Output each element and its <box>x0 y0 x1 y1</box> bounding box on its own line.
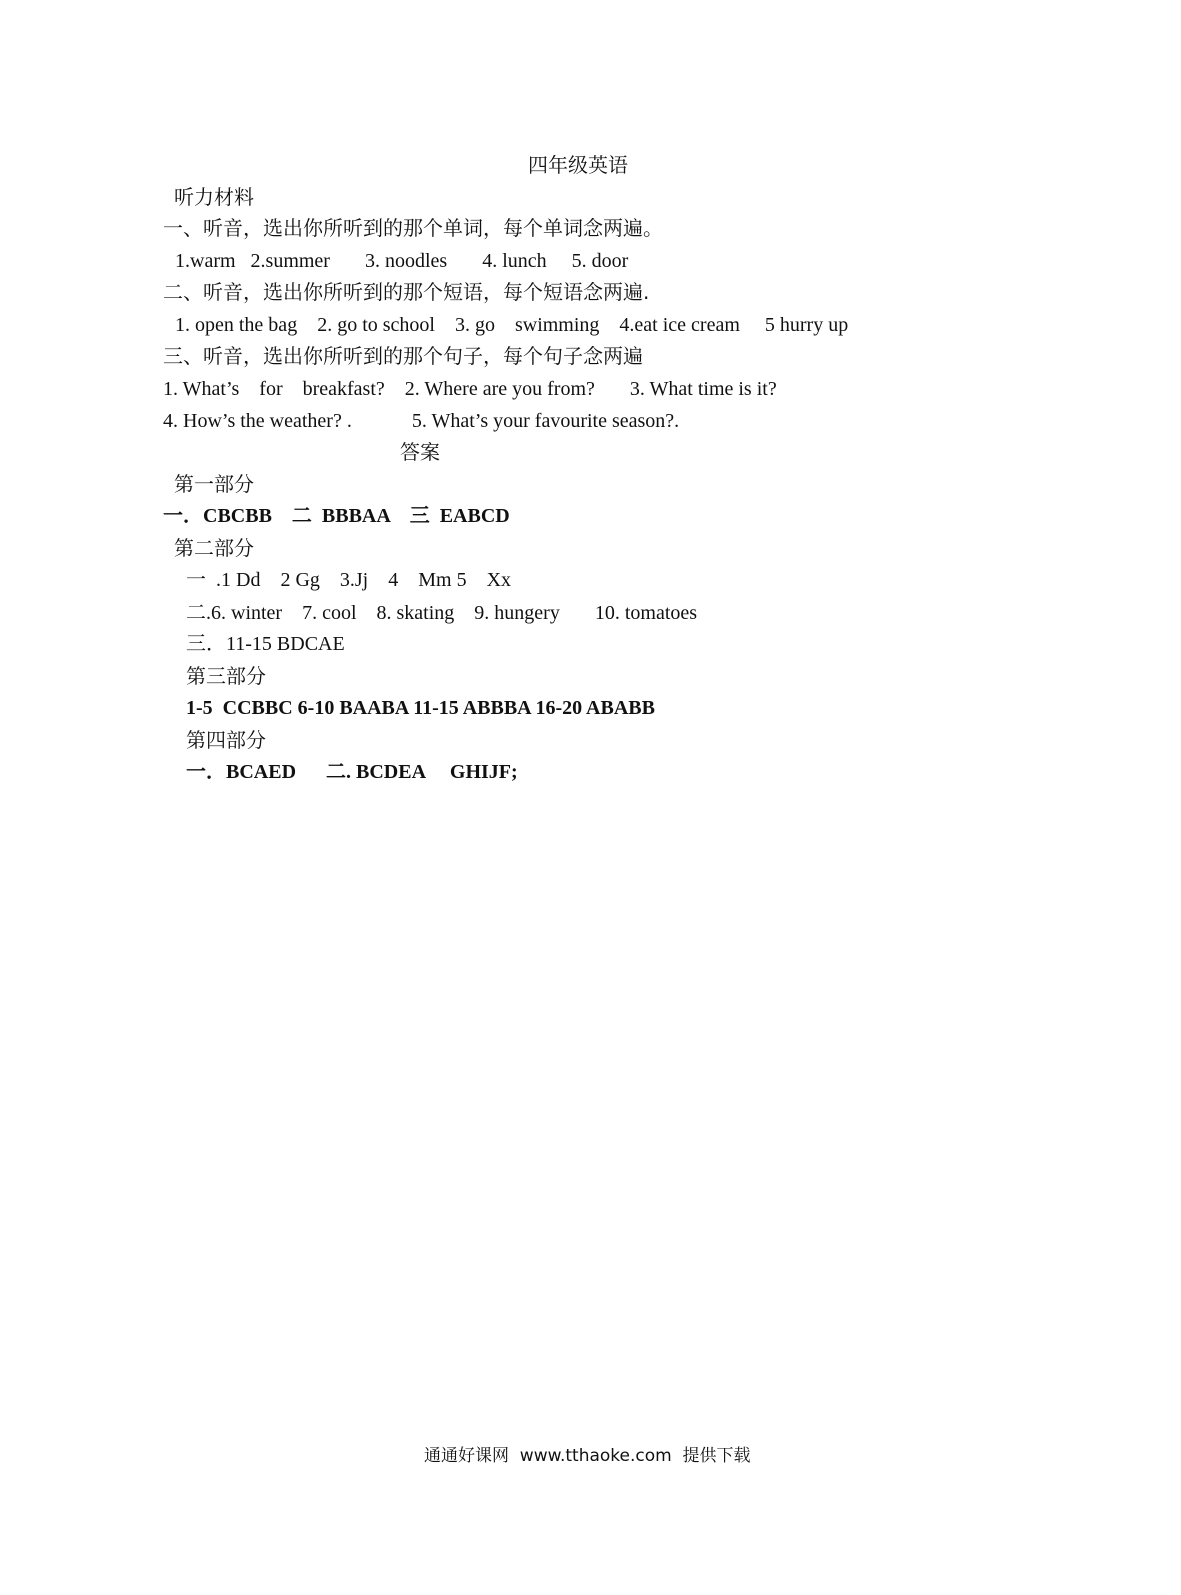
document-title: 四年级英语 <box>528 153 628 177</box>
section2-answers-line1: 一 .1 Dd 2 Gg 3.Jj 4 Mm 5 Xx <box>186 569 512 591</box>
section2-heading: 第二部分 <box>174 536 254 560</box>
footer-text: 通通好课网 www.tthaoke.com 提供下载 <box>424 1446 751 1466</box>
listening-part1-instruction: 一、听音，选出你所听到的那个单词，每个单词念两遍。 <box>163 216 663 240</box>
section4-heading: 第四部分 <box>186 728 266 752</box>
listening-heading: 听力材料 <box>174 185 254 209</box>
listening-part1-items: 1.warm 2.summer 3. noodles 4. lunch 5. door <box>175 250 629 272</box>
listening-part3-instruction: 三、听音，选出你所听到的那个句子，每个句子念两遍 <box>163 344 643 368</box>
section3-heading: 第三部分 <box>186 664 266 688</box>
section2-answers-line2: 二.6. winter 7. cool 8. skating 9. hungery 10. tomatoes <box>186 602 698 624</box>
section1-answers: 一．CBCBB 二 BBBAA 三 EABCD <box>163 505 510 527</box>
section1-heading: 第一部分 <box>174 472 254 496</box>
listening-part3-items-line1: 1. What’s for breakfast? 2. Where are you from? 3. What time is it? <box>163 378 777 400</box>
section2-answers-line3: 三．11-15 BDCAE <box>186 633 345 655</box>
listening-part3-items-line2: 4. How’s the weather? . 5. What’s your favourite season?. <box>163 410 680 432</box>
answers-heading: 答案 <box>400 440 440 464</box>
section4-answers: 一．BCAED 二. BCDEA GHIJF; <box>186 761 518 783</box>
listening-part2-items: 1. open the bag 2. go to school 3. go swimming 4.eat ice cream 5 hurry up <box>175 314 849 336</box>
section3-answers: 1-5 CCBBC 6-10 BAABA 11-15 ABBBA 16-20 ABABB <box>186 697 655 719</box>
listening-part2-instruction: 二、听音，选出你所听到的那个短语，每个短语念两遍. <box>163 280 650 304</box>
